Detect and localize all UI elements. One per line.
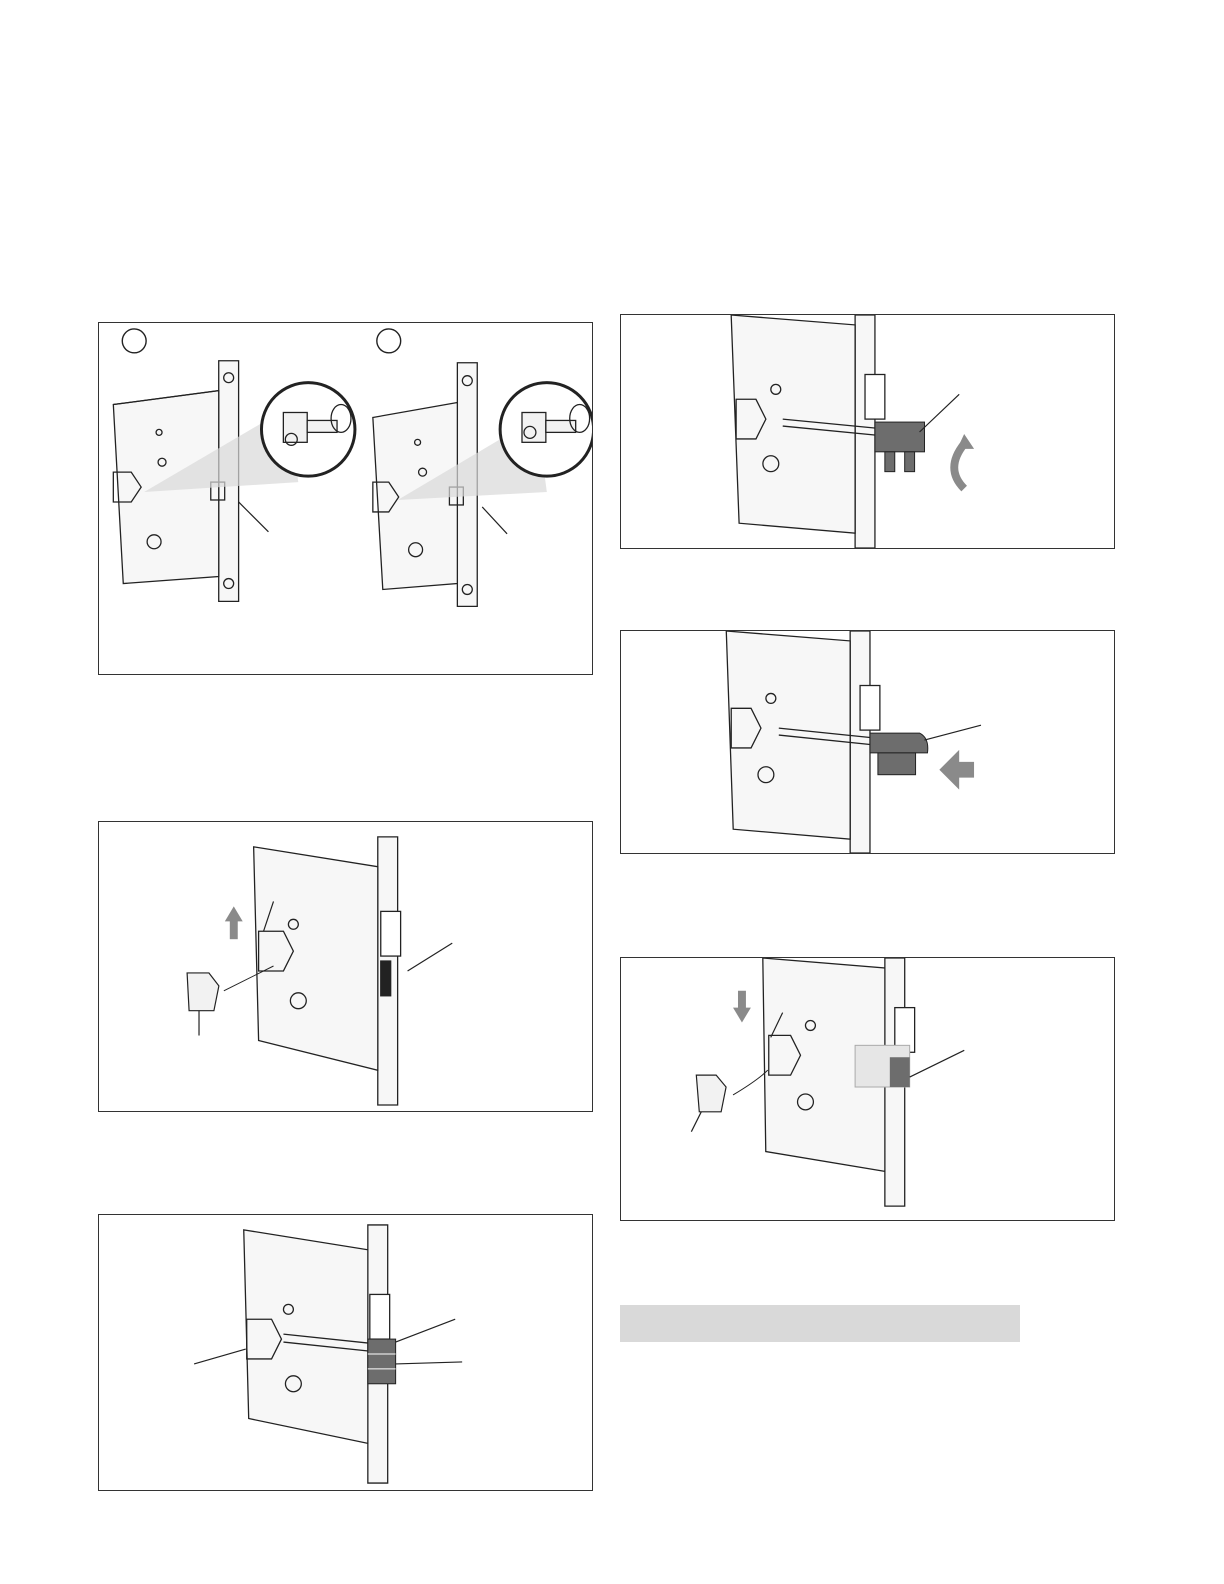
lock-variants-illustration: [99, 323, 592, 674]
callout-circle-1: [122, 329, 146, 353]
lock-body: [726, 631, 880, 853]
up-arrow-icon: [230, 919, 238, 939]
figure-remove-cover: [98, 821, 593, 1112]
latch-tool: [870, 733, 928, 775]
leader-left: [239, 502, 269, 532]
push-latch-illustration: [621, 631, 1114, 853]
cover-piece: [187, 973, 219, 1011]
cover-piece: [696, 1075, 726, 1112]
lock-body: [254, 837, 401, 1105]
remove-cover-illustration: [99, 822, 592, 1111]
figure-install-latch: [98, 1214, 593, 1491]
figure-lock-variants: [98, 322, 593, 675]
latch-tool: [368, 1339, 396, 1384]
latch-tool: [875, 422, 925, 472]
rotate-latch-illustration: [621, 315, 1114, 548]
shaded-heading-bar: [620, 1305, 1020, 1342]
figure-reinstall-cover: [620, 957, 1115, 1221]
rotate-arrow-icon: [954, 444, 964, 489]
callout-circle-2: [377, 329, 401, 353]
figure-rotate-latch: [620, 314, 1115, 549]
leader-right: [482, 507, 507, 534]
install-latch-illustration: [99, 1215, 592, 1490]
lock-body: [731, 315, 885, 548]
reinstall-cover-illustration: [621, 958, 1114, 1220]
push-arrow-icon: [939, 750, 974, 790]
figure-push-latch: [620, 630, 1115, 854]
